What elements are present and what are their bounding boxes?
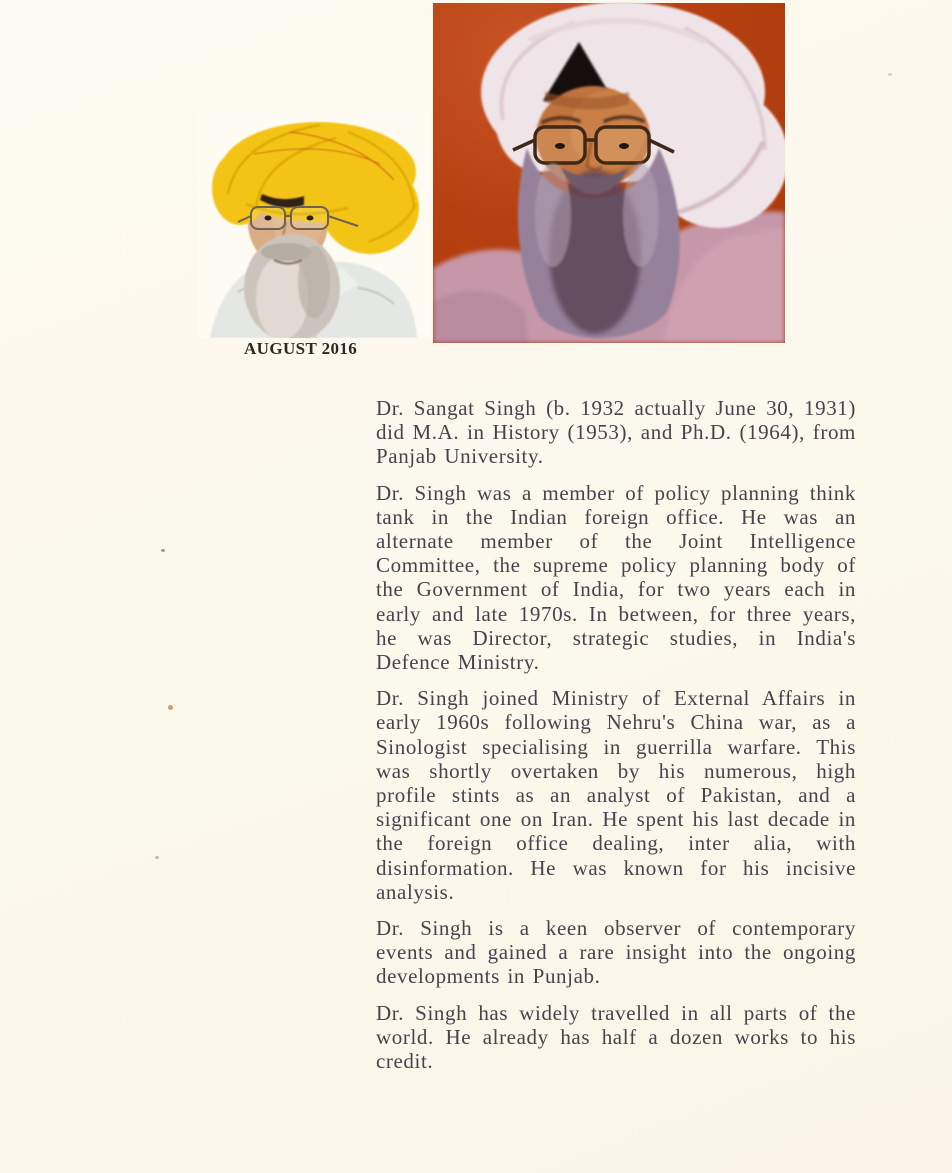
bio-paragraph-1: Dr. Sangat Singh (b. 1932 actually June 30, 1931) did M.A. in History (1953), and Ph.D. (1964), from Panjab University.: [376, 396, 856, 469]
bio-paragraph-4: Dr. Singh is a keen observer of contemporary events and gained a rare insight into the ongoing developments in Punjab.: [376, 916, 856, 989]
author-bio: [376, 396, 856, 1085]
photo-yellow-turban-portrait: [198, 112, 430, 338]
bio-paragraph-2: Dr. Singh was a member of policy planning think tank in the Indian foreign office. He was an alternate member of the Joint Intelligence Committee, the supreme policy planning body of the Government of India, for two years each in early and late 1970s. In between, for three years, he was Director, strategic studies, in India's Defence Ministry.: [376, 480, 856, 675]
bio-paragraph-3: Dr. Singh joined Ministry of External Affairs in early 1960s following Nehru's China war, as a Sinologist specialising in guerrilla warfare. This was shortly overtaken by his numerous, high profile stints as an analyst of Pakistan, and a significant one on Iran. He spent his last decade in the foreign office dealing, inter alia, with disinformation. He was known for his incisive analysis.: [376, 686, 856, 904]
scan-speckle: [161, 549, 165, 552]
white-turban-portrait-illustration: [433, 0, 785, 343]
scan-speckle: [168, 705, 173, 710]
photo-white-turban-portrait: [433, 0, 785, 343]
scan-speckle: [888, 73, 892, 76]
scan-speckle: [155, 856, 159, 859]
photo-caption: AUGUST 2016: [244, 339, 358, 358]
bio-paragraph-5: Dr. Singh has widely travelled in all parts of the world. He already has half a dozen works to his credit.: [376, 1000, 856, 1074]
yellow-turban-portrait-illustration: [198, 112, 430, 338]
